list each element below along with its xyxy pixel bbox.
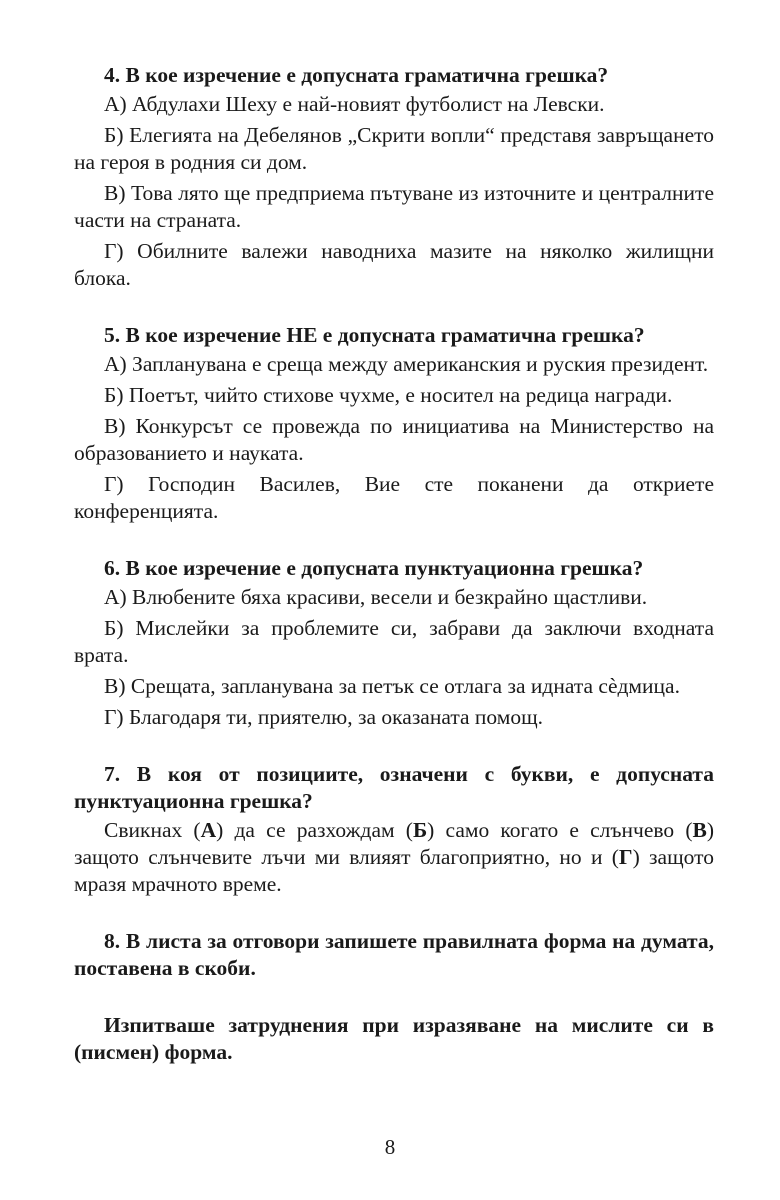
page-number: 8 [384,1135,396,1159]
position-marker-d: Г [618,845,633,869]
question-4 [74,62,714,292]
sentence-text: ) защото слънчевите лъчи ми влияят благоприятно, но и ( [74,818,715,869]
answer-option-d: Г) Обилните валежи наводниха мазите на няколко жилищни блока. [74,239,714,290]
sentence-text: ) да се разхождам ( [216,818,413,842]
answer-option-c: В) Срещата, запланувана за петък се отлага за идната сѐдмица. [104,674,680,698]
sentence-text: ) само когато е слънчево ( [427,818,693,842]
question-title: 8. В листа за отговори запишете правилната форма на думата, поставена в скоби. [74,929,714,980]
answer-option-a: А) Запланувана е среща между американския и руския президент. [104,352,709,376]
position-marker-c: В [692,818,707,842]
answer-option-b: Б) Елегията на Дебелянов „Скрити вопли“ представя завръщането на героя в родния си дом. [74,123,714,174]
answer-option-a: А) Абдулахи Шеху е най-новият футболист на Левски. [104,92,605,116]
question-title: 5. В кое изречение НЕ е допусната граматична грешка? [104,323,645,347]
answer-option-b: Б) Мислейки за проблемите си, забрави да заключи входната врата. [74,616,714,667]
question-5 [74,322,714,525]
sentence-text: Свикнах ( [104,818,201,842]
question-title: 7. В коя от позициите, означени с букви, е допусната пунктуационна грешка? [74,762,714,813]
question-8 [74,928,714,1066]
answer-option-d: Г) Господин Василев, Вие сте поканени да откриете конференцията. [74,472,714,523]
question-sentence: Изпитваше затруднения при изразяване на мислите си в (писмен) форма. [74,1013,714,1064]
position-marker-a: А [200,818,217,842]
answer-option-b: Б) Поетът, чийто стихове чухме, е носител на редица награди. [104,383,673,407]
question-title: 6. В кое изречение е допусната пунктуационна грешка? [104,556,644,580]
answer-option-d: Г) Благодаря ти, приятелю, за оказаната помощ. [104,705,544,729]
question-title: 4. В кое изречение е допусната граматична грешка? [104,63,609,87]
question-7 [74,761,714,898]
document-page [74,62,714,1096]
question-6 [74,555,714,731]
answer-option-c: В) Това лято ще предприема пътуване из източните и централните части на страната. [74,181,714,232]
answer-option-c: В) Конкурсът се провежда по инициатива на Министерство на образованието и науката. [74,414,714,465]
sentence-text: ) защото мразя мрачното време. [74,845,714,896]
answer-option-a: А) Влюбените бяха красиви, весели и безкрайно щастливи. [104,585,648,609]
question-sentence [74,817,714,898]
position-marker-b: Б [412,818,428,842]
